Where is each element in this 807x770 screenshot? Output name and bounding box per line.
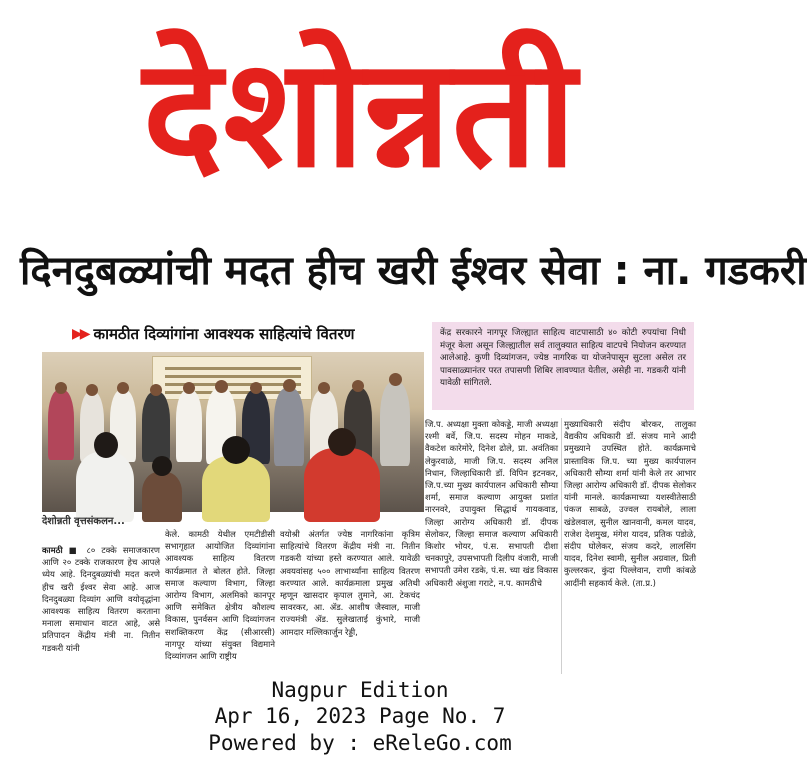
article-column-4: जि.प. अध्यक्षा मुक्ता कोकड्डे, माजी अध्यक्षा रश्मी बर्वे, जि.प. सदस्य मोहन माकडे, वैकटेश कारेमोरे, दिनेश ढोले, प्रा. अवंतिका लेकुरवाळे, माजी जि.प. सदस्य अनिल निधान, जिल्हाधिकारी डॉ. विपिन इटनकर, जि.प.च्या मुख्य कार्यपालन अधिकारी सौम्या शर्मा, समाज कल्याण आयुक्त प्रशांत नारनवरे, उपायुक्त सिद्धार्थ गायकवाड, जिल्हा आरोग्य अधिकारी डॉ. दीपक सेलोकर, जिल्हा समाज कल्याण अधिकारी किशोर भोयर, पं.स. सभापती दीशा चनकापुरे, उपसभापती दिलीप वंजारी, माजी सभापती उमेश रडके, पं.स. च्या खंड विकास अधिकारी अंशुजा गराटे, न.प. कामठीचे: [425, 419, 558, 588]
photo-figure-head: [352, 380, 364, 392]
article-column-1: [42, 544, 160, 674]
photo-figure-head: [250, 382, 262, 394]
photo-figure: [304, 448, 380, 522]
column-1-text: ■ ८० टक्के समाजकारण आणि २० टक्के राजकारण हेच आपले ध्येय आहे. दिनदुबळ्यांची मदत करणे हीच खरी ईश्वर सेवा आहे. आज दिनदुबळ्या दिव्यांग आणि वयोवृद्धांना आवश्यक साहित्य वितरण करताना मनाला समाधान वाटत आहे, असे प्रतिपादन केंद्रीय मंत्री ना. नितीन गडकरी यांनी: [42, 545, 160, 653]
column-divider: [561, 418, 562, 674]
photo-figure-head: [318, 382, 330, 394]
photo-figure-head: [328, 428, 356, 456]
edition-label: Nagpur Edition: [271, 678, 449, 702]
photo-figure: [76, 452, 134, 522]
photo-figure: [274, 388, 304, 466]
article-column-5: मुख्याधिकारी संदीप बोरकर, तालुका वैद्यकीय अधिकारी डॉ. संजय माने आदी प्रमुख्याने उपस्थित होते. कार्यक्रमाचे प्रास्ताविक जि.प. च्या मुख्य कार्यपालन अधिकारी सौम्या शर्मा यांनी केले तर आभार जिल्हा आरोग्य अधिकारी डॉ. दीपक सेलोकर यांनी मानले. कार्यक्रमाच्या यशस्वीतेसाठी पंकज साबळे, उज्वल रायबोले, लाला खंडेलवाल, सुनील खानवानी, कमल यादव, राजेश देशमुख, मंगेश यादव, प्रतिक पडोळे, संदीप घोलेकर, संजय कदरे, लालसिंग यादव, दिनेश स्वामी, सुनील अग्रवाल, प्रिती कुल्लरकर, कुंदा पिल्लेवान, राणी कांबळे आदींनी सहकार्य केले. (ता.प्र.): [564, 419, 696, 588]
article-column-2: केले. कामठी येथील एमटीडीसी सभागृहात आयोजित दिव्यांगांना आवश्यक साहित्य वितरण कार्यक्रमात ते बोलत होते. जिल्हा समाज कल्याण विभाग, जिल्हा आरोग्य विभाग, अलमिको कानपूर आणि समेकित क्षेत्रीय कौशल्य विकास, पुनर्वसन आणि दिव्यांगजन सशक्तिकरण केंद्र (सीआरसी) नागपूर यांच्या संयुक्त विद्यमाने दिव्यांगजन आणि राष्ट्रीय: [165, 529, 275, 662]
photo-figure: [48, 390, 74, 460]
photo-figure-head: [222, 436, 250, 464]
article-column-3: वयोश्री अंतर्गत ज्येष्ठ नागरिकांना कृत्रिम साहित्यांचे वितरण केंद्रीय मंत्री ना. नितीन गडकरी यांच्या हस्ते करण्यात आले. यावेळी अवयवांसह ५०० लाभार्थ्यांना साहित्य वितरण करण्यात आले. कार्यक्रमाला प्रमुख अतिथी म्हणून खासदार कृपाल तुमाने, आ. टेकचंद सावरकर, आ. ॲड. आशीष जैस्वाल, माजी राज्यमंत्री ॲड. सुलेखाताई कुंभारे, माजी आमदार मल्लिकार्जुन रेड्डी,: [280, 529, 420, 637]
photo-figure-head: [183, 382, 195, 394]
photo-credit: देशोन्नती वृत्तसंकलन...: [42, 516, 125, 527]
photo-figure-head: [150, 384, 162, 396]
powered-by-label: Powered by : eReleGo.com: [208, 731, 512, 755]
photo-figure-head: [94, 432, 118, 458]
photo-figure-head: [152, 456, 172, 476]
photo-figure-head: [117, 382, 129, 394]
event-photo: [42, 352, 424, 512]
highlight-box: केंद्र सरकारने नागपूर जिल्ह्यात साहित्य वाटपासाठी ४० कोटी रुपयांचा निधी मंजूर केला असून जिल्ह्यातील सर्व तालुक्यात साहित्य वाटपचे नियोजन करण्यात आलेआहे. कुणी दिव्यांगजन, ज्येष्ठ नागरिक या योजनेपासून सुटला असेल तर पावसाळ्यानंतर परत तपासणी शिबिर लावण्यात येतील, असेही ना. गडकरी यांनी यावेळी सांगितले.: [432, 322, 694, 410]
photo-figure-head: [283, 379, 296, 392]
date-page-label: Apr 16, 2023 Page No. 7: [214, 704, 506, 728]
photo-figure-head: [389, 373, 402, 386]
subhead-text: कामठीत दिव्यांगांना आवश्यक साहित्यांचे वितरण: [93, 325, 355, 343]
photo-figure: [176, 390, 202, 462]
newspaper-logo: देशोन्नती: [142, 27, 578, 201]
article-subhead: [72, 322, 432, 346]
masthead: [0, 0, 720, 228]
dateline: कामठी: [42, 545, 63, 555]
photo-figure: [202, 456, 270, 522]
photo-figure: [380, 382, 410, 466]
double-arrow-icon: ▶▶: [72, 326, 88, 342]
article-headline: दिनदुबळ्यांची मदत हीच खरी ईश्वर सेवा : ना. गडकरी: [20, 248, 807, 294]
photo-figure-head: [215, 380, 228, 393]
photo-figure-head: [55, 382, 67, 394]
photo-figure: [142, 392, 170, 462]
photo-figure-head: [86, 384, 98, 396]
